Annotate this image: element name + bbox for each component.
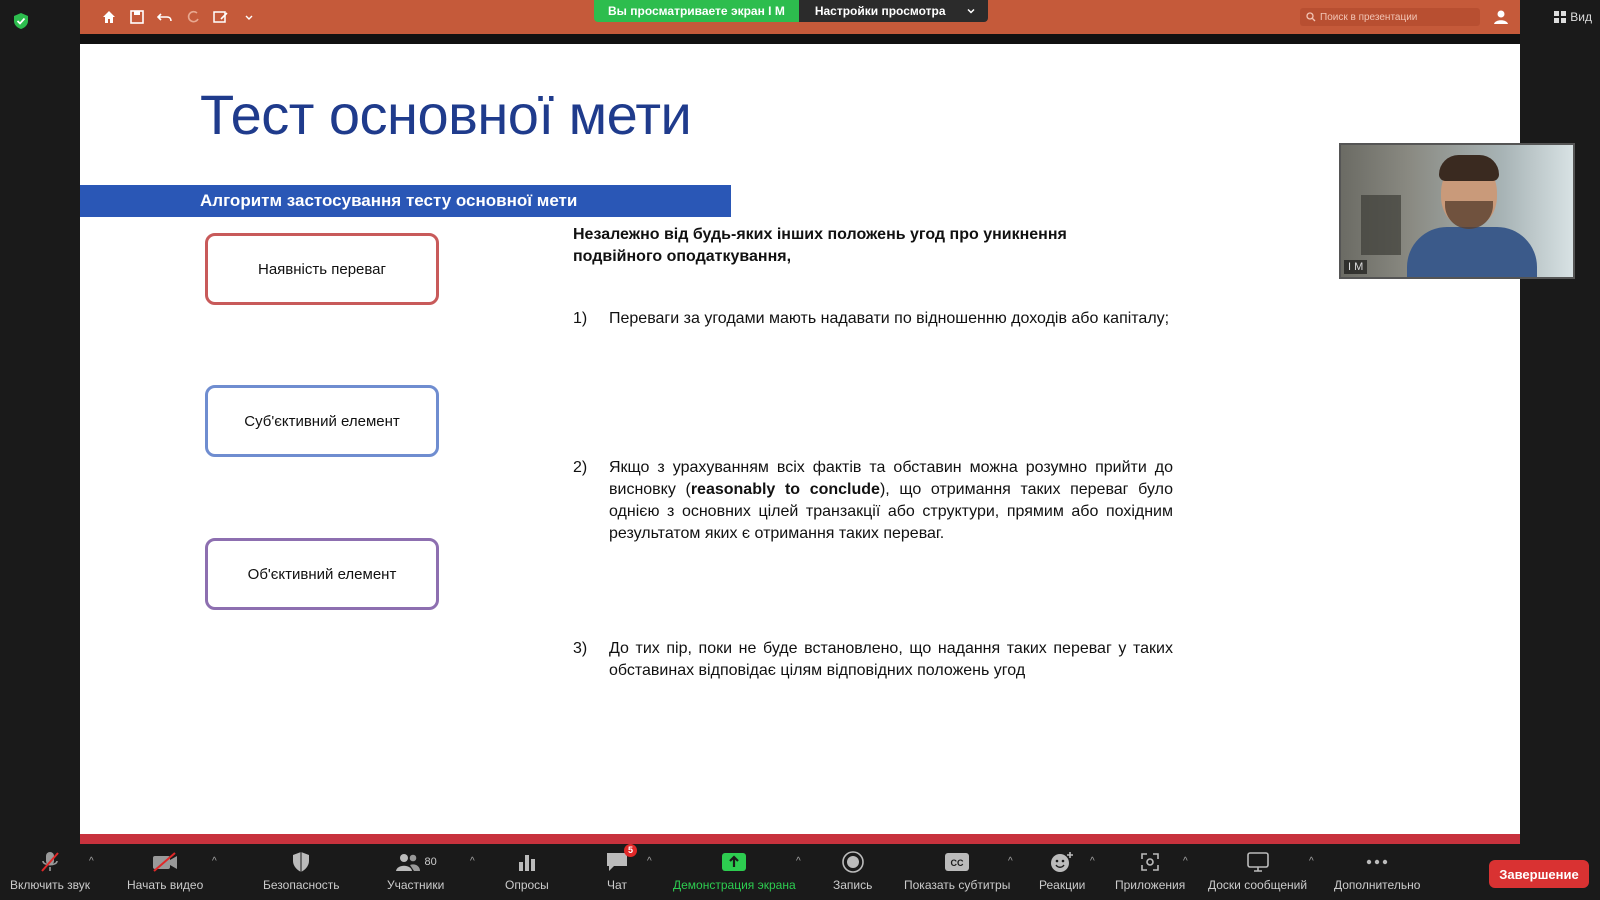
closed-captions-icon: [944, 852, 970, 872]
chat-button[interactable]: [605, 845, 633, 892]
captions-button[interactable]: [904, 850, 1010, 892]
apps-button[interactable]: [1115, 850, 1185, 892]
slide-title: Тест основної мети: [200, 83, 692, 146]
list-item-number: 3): [573, 640, 588, 657]
search-placeholder: Поиск в презентации: [1320, 11, 1418, 23]
grid-view-icon: [1554, 11, 1566, 23]
list-item-text: [609, 457, 1173, 545]
smiley-icon: [1050, 851, 1074, 873]
chat-caret-icon[interactable]: ^: [647, 856, 652, 867]
slide-intro-text: Незалежно від будь-яких інших положень угод про уникнення подвійного оподаткування,: [573, 226, 1067, 265]
shield-icon: [291, 851, 311, 873]
share-screen-caret-icon[interactable]: ^: [796, 856, 801, 867]
record-label: Запись: [833, 878, 873, 892]
participants-caret-icon[interactable]: ^: [470, 856, 475, 867]
presentation-slide: [80, 44, 1520, 834]
save-icon[interactable]: [128, 8, 146, 26]
apps-icon: [1139, 851, 1161, 873]
share-screen-button[interactable]: [673, 850, 796, 892]
security-button[interactable]: [263, 850, 340, 892]
list-item-text-end: ), що отримання таких переваг було однією з основних цілей транзакції або структури, прямим або похідним результатом яких є отримання таких переваг.: [609, 481, 1174, 542]
participants-icon: [395, 852, 421, 872]
record-icon: [842, 851, 864, 873]
slide-top-edge: [80, 34, 1520, 44]
microphone-muted-icon: [39, 850, 61, 874]
participants-count: 80: [424, 856, 437, 868]
list-item-text-start: Якщо з урахуванням всіх фактів та обставин можна розумно прийти до висновку (: [609, 459, 1173, 498]
list-item-number: 1): [573, 310, 588, 327]
participant-hair: [1439, 155, 1499, 181]
view-options-button[interactable]: [799, 0, 988, 22]
viewing-status: Вы просматриваете экран I M: [594, 0, 799, 22]
unmute-label: Включить звук: [10, 878, 91, 892]
chat-label: Чат: [607, 878, 627, 892]
video-options-caret-icon[interactable]: ^: [212, 856, 217, 867]
end-meeting-button[interactable]: Завершение: [1489, 860, 1589, 888]
undo-icon[interactable]: [156, 8, 174, 26]
participant-body: [1407, 227, 1537, 279]
chevron-down-icon: [966, 6, 976, 16]
subjective-element-box: [205, 385, 439, 457]
start-video-button[interactable]: [127, 850, 203, 892]
polls-label: Опросы: [505, 878, 549, 892]
list-item: [573, 308, 1173, 330]
video-off-icon: [151, 851, 179, 873]
chat-unread-badge: 5: [624, 844, 637, 857]
view-label: Вид: [1570, 10, 1592, 24]
view-button[interactable]: [1554, 10, 1592, 24]
reactions-caret-icon[interactable]: ^: [1090, 856, 1095, 867]
list-item: [573, 457, 1173, 545]
home-icon[interactable]: [100, 8, 118, 26]
more-button[interactable]: [1334, 850, 1420, 892]
participants-label: Участники: [387, 878, 445, 892]
more-dots-icon: [1365, 858, 1389, 866]
presentation-search-input[interactable]: [1300, 8, 1480, 26]
list-item-text: Переваги за угодами мають надавати по відношенню доходів або капіталу;: [609, 310, 1170, 327]
share-screen-label: Демонстрация экрана: [673, 878, 796, 892]
reactions-button[interactable]: [1039, 850, 1085, 892]
customize-dropdown-icon[interactable]: [240, 8, 258, 26]
participant-video-tile[interactable]: [1339, 143, 1575, 279]
captions-caret-icon[interactable]: ^: [1008, 856, 1013, 867]
polls-button[interactable]: [505, 850, 549, 892]
apps-caret-icon[interactable]: ^: [1183, 856, 1188, 867]
list-item: [573, 638, 1173, 682]
participants-button[interactable]: [387, 850, 444, 892]
whiteboards-button[interactable]: [1208, 850, 1307, 892]
record-button[interactable]: [833, 850, 872, 892]
objective-element-label: Об'єктивний елемент: [247, 565, 397, 583]
security-label: Безопасность: [263, 878, 340, 892]
redo-icon[interactable]: [184, 8, 202, 26]
search-icon: [1306, 12, 1316, 22]
whiteboards-label: Доски сообщений: [1208, 878, 1308, 892]
start-video-label: Начать видео: [127, 878, 204, 892]
unmute-button[interactable]: [10, 850, 90, 892]
list-item-emphasis: reasonably to conclude: [690, 481, 880, 498]
benefits-box-label: Наявність переваг: [258, 260, 386, 278]
video-background-object: [1361, 195, 1401, 255]
share-screen-icon: [721, 852, 747, 872]
audio-options-caret-icon[interactable]: ^: [89, 856, 94, 867]
participant-name: I M: [1344, 260, 1367, 274]
security-shield-icon[interactable]: [12, 12, 30, 30]
whiteboard-icon: [1246, 851, 1270, 873]
objective-element-box: [205, 538, 439, 610]
screen-share-banner: [594, 0, 988, 22]
share-person-icon[interactable]: [1492, 8, 1510, 26]
whiteboards-caret-icon[interactable]: ^: [1309, 856, 1314, 867]
edit-icon[interactable]: [212, 8, 230, 26]
view-options-label: Настройки просмотра: [814, 4, 946, 18]
list-item-number: 2): [573, 459, 588, 476]
svg-text:CC: CC: [950, 858, 964, 868]
slide-subtitle: Алгоритм застосування тесту основної мети: [80, 185, 731, 217]
bar-chart-icon: [517, 852, 537, 872]
slide-bottom-edge: [80, 834, 1520, 844]
list-item-text: До тих пір, поки не буде встановлено, що надання таких переваг у таких обставинах відповідає цілям відповідних положень угод: [609, 640, 1173, 679]
reactions-label: Реакции: [1039, 878, 1086, 892]
meeting-toolbar: [0, 846, 1600, 900]
apps-label: Приложения: [1115, 878, 1186, 892]
more-label: Дополнительно: [1334, 878, 1421, 892]
captions-label: Показать субтитры: [904, 878, 1011, 892]
subjective-element-label: Суб'єктивний елемент: [244, 412, 400, 430]
benefits-box: [205, 233, 439, 305]
